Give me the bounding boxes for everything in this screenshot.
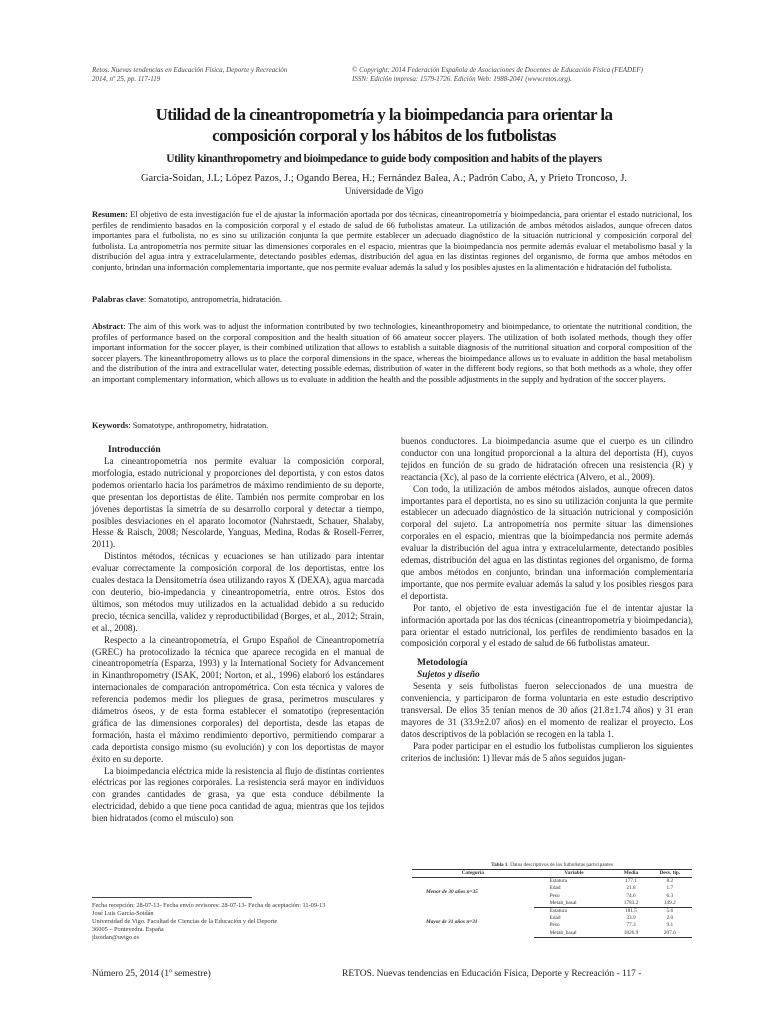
keywords-english (92, 421, 692, 432)
paragraph: La cineantropometría nos permite evaluar la composición corporal, morfología, estado nutricional y proporciones del deportista, y con estos datos podemos orientarlo hacia los parámetros de máximo rendimiento de su deporte, que presentan los deportistas de élite. También nos permite comprobar en los jóvenes deportistas la simetría de su desarrollo corporal y detectar a tiempo, posibles desviaciones en el aparato locomotor (Nahrstaedt, Schauer, Shalaby, Hesse & Raisch, 2008; Nescolarde, Yanguas, Medina, Rodas & Rosell-Ferrer, 2011). (92, 456, 384, 550)
abstract-english (92, 322, 692, 386)
keywords-english-label: Keywords (92, 421, 129, 430)
footnote-address: 36005 – Pontevedra. España (92, 926, 164, 934)
table-caption-text: . Datos descriptivos de los futbolistas participantes (507, 862, 613, 868)
sd-cell: 5.6 (666, 908, 674, 915)
variable-cell: Estatura (549, 908, 567, 915)
keywords-spanish-label: Palabras clave (92, 295, 144, 304)
left-column (92, 444, 384, 825)
abstract-spanish-text: El objetivo de esta investigación fue el de ajustar la información aportada por dos técnicas, cineantropometría y bioimpedancia, para orientar el estado nutricional, los perfiles de rendimiento basados en la composición corporal y el estado de salud de 66 futbolistas amateur. La utilización de ambos métodos aislados, aunque ofrecen datos importantes para el futbolista, no es sino su utilización conjunta la que permite establecer un adecuado diagnóstico de la situación nutricional y composición corporal del futbolista. La antropometría nos permite situar las dimensiones corporales en el espacio, mientras que la bioimpedancia nos permite además evaluar el metabolismo basal y la distribución del agua intra y extracelularmente, detectando posibles edemas, distribución del agua en las distintas regiones del organismo, de forma que ambos métodos en conjunto, brindan una información complementaria importante, que nos permite evaluar además la salud y los posibles ajustes en la alimentación e hidratación del futbolista. (92, 210, 692, 272)
paragraph: Respecto a la cineantropometría, el Grupo Español de Cineantropometría (GREC) ha protocolizado la técnica que aparece recogida en el manual de cineantropometría (Esparza, 1993) y la International Society for Advancement in Kinanthropometry (ISAK, 2001; Norton, et al., 1996) elaboró los estándares internacionales de comparación antropométrica. Con esta técnica y valores de referencia podemos medir los pliegues de grasa, perímetros musculares y diámetros óseos, y de esta forma establecer el somatotipo (representación gráfica de las dimensiones corporales) del deportista, desde las etapas de formación, hasta el máximo rendimiento deportivo, permitiendo comparar a cada deportista consigo mismo (su evolución) y con los deportistas de mayor éxito en su deporte. (92, 634, 384, 764)
table-1 (412, 862, 692, 938)
footnote-email[interactable]: jlsoidan@uvigo.es (92, 934, 139, 942)
mean-cell: 181.5 (625, 908, 637, 915)
right-column (401, 436, 693, 765)
copyright-notice (352, 66, 692, 84)
article-title-spanish (80, 104, 688, 146)
journal-issue: 2014, nº 25, pp. 117-119 (92, 75, 161, 83)
footnote-institution: Universidad de Vigo. Facultad de Ciencias de la Educación y del Deporte (92, 918, 278, 926)
title-line-1: Utilidad de la cineantropometría y la bioimpedancia para orientar la (155, 105, 613, 124)
affiliation: Universidade de Vigo (344, 186, 424, 196)
table-header-cell: Desv. tip. (648, 870, 692, 878)
keywords-spanish (92, 295, 692, 306)
variable-cell: Estatura (549, 878, 567, 885)
mean-cell: 21.8 (626, 885, 636, 892)
section-heading-introduction: Introducción (108, 445, 161, 455)
variable-cell: Peso (549, 892, 560, 899)
category-cell: Menor de 30 años n=35 (426, 889, 478, 896)
paragraph: Con todo, la utilización de ambos métodos aislados, aunque ofrecen datos importantes para el deportista, no es sino su utilización conjunta la que permite establecer un adecuado diagnóstico de la situación nutricional y composición corporal del sujeto. La antropometría nos permite situar las dimensiones corporales en el espacio, mientras que la bioimpedancia nos permite además evaluar la distribución del agua intra y extracelularmente, detectando posibles edemas, distribución del agua en las distintas regiones del organismo, de forma que ambos métodos en conjunto, brindan una información complementaria importante, que nos permite evaluar además la salud y los posibles riesgos para el deportista. (401, 483, 693, 601)
footnote-divider (92, 897, 252, 898)
variable-cell: Metab_basal (534, 930, 615, 938)
table-header-cell: Categoría (412, 870, 534, 878)
mean-cell: 1826.9 (614, 930, 647, 938)
table-caption-label: Tabla 1 (491, 862, 508, 868)
abstract-spanish-label: Resumen: (92, 210, 128, 219)
copyright-line: © Copyright: 2014 Federación Española de Asociaciones de Docentes de Educación Física (FEADEF) (352, 66, 643, 74)
mean-cell: 77.3 (626, 922, 636, 929)
mean-cell: 33.9 (626, 915, 636, 922)
abstract-english-text: : The aim of this work was to adjust the information contributed by two technologies, kineanthropometry and bioimpedance, to orientate the nutritional condition, the profiles of performance based on the corporal composition and the health situation of 66 amateur soccer players. The utilization of both isolated methods, though they offer important information for the soccer player, is their combined utilization that allows to establish a suitable diagnosis of the nutritional situation and corporal composition of the soccer players. The kineanthropometry allows us to place the corporal dimensions in the space, whereas the bioimpedance allows us to evaluate in addition the basal metabolism and the distribution of the intra and extracellular water, detecting possible edemas, distribution of water in the different body regions, so that both methods as a whole, they offer an important complementary information, which allows us to evaluate in addition the health and the possible adjustments in the supply and hydration of the soccer players. (92, 322, 692, 384)
table-header-row (412, 870, 692, 878)
category-cell: Mayor de 31 años n=31 (426, 918, 478, 925)
footnote-author: José Luis García-Soidán (92, 910, 154, 918)
page-footer: RETOS. Nuevas tendencias en Educación Física, Deporte y Recreación - 117 - (342, 969, 642, 979)
table-row (412, 908, 692, 916)
footnotes (92, 902, 392, 942)
title-line-2: composición corporal y los hábitos de los futbolistas (212, 126, 556, 145)
paragraph: Distintos métodos, técnicas y ecuaciones se han utilizado para intentar evaluar correctamente la composición corporal de los deportistas, entre los cuales destaca la Densitometría ósea utilizando rayos X (DEXA), agua marcada con deuterio, bio-impedancia y cineantropometría, entre otros. Estos dos últimos, son métodos muy utilizados en la actualidad debido a su reducido precio, técnica sencilla, validez y reproductibilidad (Borges, et al., 2012; Strain, et al., 2008). (92, 551, 384, 633)
sd-cell: 6.3 (666, 892, 674, 899)
sd-cell: 2.0 (666, 915, 674, 922)
sd-cell: 207.6 (648, 930, 692, 938)
spacer (401, 650, 693, 657)
paragraph: La bioimpedancia eléctrica mide la resistencia al flujo de distintas corrientes eléctricas por las regiones corporales. La resistencia será mayor en individuos con grandes cantidades de grasa, ya que esta conduce débilmente la electricidad, debido a que tiene poca cantidad de agua, mientras que los tejidos bien hidratados (como el músculo) son (92, 765, 384, 824)
sd-cell: 8.2 (666, 878, 674, 885)
variable-cell: Edad (549, 915, 561, 922)
descriptive-table (412, 869, 692, 938)
table-row (412, 878, 692, 886)
paragraph: Para poder participar en el estudio los futbolistas cumplieron los siguientes criterios de inclusión: 1) llevar más de 5 años seguidos jugan- (401, 740, 693, 763)
issue-footer: Número 25, 2014 (1º semestre) (92, 969, 211, 979)
table-caption (412, 862, 692, 869)
mean-cell: 74.6 (626, 892, 636, 899)
sd-cell: 9.1 (666, 922, 674, 929)
table-header-cell: Variable (534, 870, 615, 878)
paragraph: Por tanto, el objetivo de esta investigación fue el de intentar ajustar la información aportada por las dos técnicas (cineantropometría y bioimpedancia), para orientar el estado nutricional, los perfiles de rendimiento basados en la composición corporal y el estado de salud de 66 futbolistas amateur. (401, 602, 693, 649)
paragraph: buenos conductores. La bioimpedancia asume que el cuerpo es un cilindro conductor con una longitud proporcional a la altura del deportista (H), cuyos tejidos en función de su grado de hidratación ofrecen una resistencia (R) y reactancia (Xc), al paso de la corriente eléctrica (Alvero, et al., 2009). (401, 436, 693, 482)
keywords-spanish-text: : Somatotipo, antropometría, hidratación. (143, 295, 283, 304)
subsection-heading: Sujetos y diseño (417, 670, 480, 681)
table-header-cell: Media (614, 870, 647, 878)
abstract-english-label: Abstract (92, 322, 124, 331)
sd-cell: 1.7 (666, 885, 674, 892)
footnote-dates: Fecha recepción: 28-07-13- Fecha envío revisores: 28-07-13- Fecha de aceptación: 11-09-13 (92, 902, 326, 909)
paragraph: Sesenta y seis futbolistas fueron seleccionados de una muestra de conveniencia, y participaron de forma voluntaria en este estudio descriptivo transversal. De ellos 35 tenían menos de 30 años (21.8±1.74 años) y 31 eran mayores de 31 (33.9±2.07 años) en el momento de realizar el proyecto. Los datos descriptivos de la población se recogen en la tabla 1. (401, 681, 693, 739)
article-title-english: Utility kinanthropometry and bioimpedance to guide body composition and habits of the players (166, 153, 602, 165)
abstract-spanish (92, 210, 692, 274)
author-list: Garcia-Soidan, J.L; López Pazos, J.; Ogando Berea, H.; Fernández Balea, A.; Padrón Cabo, A, y Prieto Troncoso, J. (140, 173, 628, 184)
issn-line: ISSN: Edición impresa: 1579-1726. Edición Web: 1988-2041 (www.retos.org). (352, 75, 572, 83)
sd-cell: 149.2 (648, 900, 692, 908)
variable-cell: Edad (549, 885, 561, 892)
section-heading-methodology: Metodología (417, 658, 468, 669)
journal-citation (92, 66, 342, 84)
mean-cell: 1783.2 (614, 900, 647, 908)
variable-cell: Metab_basal (534, 900, 615, 908)
journal-name: Retos. Nuevas tendencias en Educación Física, Deporte y Recreación (92, 66, 288, 74)
keywords-english-text: : Somatotype, anthropometry, hidratation. (128, 421, 269, 430)
mean-cell: 177.1 (625, 878, 637, 885)
variable-cell: Peso (549, 922, 560, 929)
